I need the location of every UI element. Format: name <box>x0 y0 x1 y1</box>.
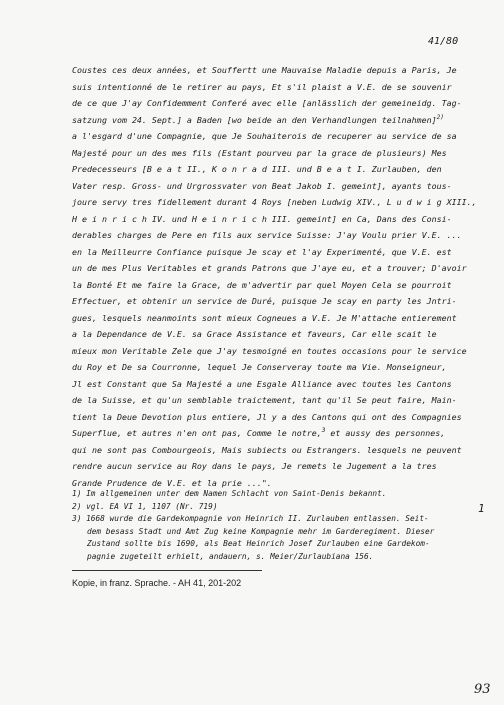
body-line: Predecesseurs [B e a t II., K o n r a d III. und B e a t I. Zurlauben, den <box>72 164 442 174</box>
body-line: Effectuer, et obtenir un service de Duré, puisque Je scay en party les Jntri- <box>72 296 457 306</box>
body-line-text: satzung vom 24. Sept.] a Baden [wo beide an den Verhandlungen teilnahmen] <box>72 114 437 125</box>
body-line: Grande Prudence de V.E. et la prie ...". <box>72 477 272 488</box>
body-line: en la Meilleurre Confiance puisque Je scay et l'ay Experimenté, que V.E. est <box>72 246 452 257</box>
body-line: tient la Deue Devotion plus entiere, Jl y a des Cantons qui ont des Compagnies <box>72 411 462 422</box>
footnote-3: 3) 1668 wurde die Gardekompagnie von Heinrich II. Zurlauben entlassen. Seit- <box>72 514 429 523</box>
body-line <box>72 112 488 129</box>
body-line: a la Dependance de V.E. sa Grace Assistance et faveurs, Car elle scait le <box>72 329 437 339</box>
source-note: Kopie, in franz. Sprache. - AH 41, 201-202 <box>72 578 242 588</box>
divider-line <box>72 570 262 571</box>
body-line-text: Superflue, et autres n'en ont pas, Comme le notre, <box>72 428 322 438</box>
body-line: du Roy et De sa Courronne, lequel Je Conserveray toute ma Vie. Monseigneur, <box>72 362 447 372</box>
body-line-text: et aussy des personnes, <box>325 428 446 438</box>
footnotes <box>72 488 472 563</box>
body-line: un de mes Plus Veritables et grands Patrons que J'aye eu, et a trouver; D'avoir <box>72 263 467 273</box>
letter-body <box>72 62 488 491</box>
page-number: 41/80 <box>428 36 459 47</box>
body-line: a l'esgard d'une Compagnie, que Je Souhaiterois de recuperer au service de sa <box>72 131 457 141</box>
footnote-1: 1) Im allgemeinen unter dem Namen Schlacht von Saint-Denis bekannt. <box>72 489 387 498</box>
body-line: de ce que J'ay Confidemment Conferé avec elle [anlässlich der gemeineidg. Tag- <box>72 98 462 108</box>
margin-mark: 1 <box>478 502 485 515</box>
body-line: Coustes ces deux années, et Souffertt une Mauvaise Maladie depuis a Paris, Je <box>72 65 457 75</box>
footnote-ref-2: 2) <box>436 113 444 121</box>
body-line: suis intentionné de le retirer au pays, Et s'il plaist a V.E. de se souvenir <box>72 81 452 92</box>
body-line: Majesté pour un des mes fils (Estant pourveu par la grace de plusieurs) Mes <box>72 147 447 158</box>
footnote-2: 2) vgl. EA VI 1, 1107 (Nr. 719) <box>72 501 218 511</box>
body-line: qui ne sont pas Combourgeois, Mais subiects ou Estrangers. lesquels ne peuvent <box>72 444 462 455</box>
body-line: mieux mon Veritable Zele que J'ay tesmoigné en toutes occasions pour le service <box>72 345 467 356</box>
footnote-3-continued: Zustand sollte bis 1690, als Beat Heinrich Josef Zurlauben eine Gardekom- <box>87 539 430 548</box>
footnote-3-continued: pagnie zugeteilt erhielt, andauern, s. Meier/Zurlaubiana 156. <box>87 551 374 561</box>
body-line: rendre aucun service au Roy dans le pays, Je remets le Jugement a la tres <box>72 461 437 471</box>
body-line: H e i n r i c h IV. und H e i n r i c h III. gemeint] en Ca, Dans des Consi- <box>72 213 452 224</box>
body-line <box>72 425 488 442</box>
body-line: joure servy tres fidellement durant 4 Roys [neben Ludwig XIV., L u d w i g XIII., <box>72 197 477 207</box>
footnote-3-continued: dem besass Stadt und Amt Zug keine Kompagnie mehr im Garderegiment. Dieser <box>87 526 435 536</box>
body-line: de la Suisse, et qu'un semblable traictement, tant qu'il Se peut faire, Main- <box>72 395 457 405</box>
body-line: gues, lesquels neanmoints sont mieux Cogneues a V.E. Je M'attache entierement <box>72 312 457 323</box>
body-line: Jl est Constant que Sa Majesté a une Esgale Alliance avec toutes les Cantons <box>72 378 452 389</box>
body-line: Vater resp. Gross- und Urgrossvater von Beat Jakob I. gemeint], ayants tous- <box>72 180 452 191</box>
body-line: la Bonté Et me faire la Grace, de m'advertir par quel Moyen Cela se pourroit <box>72 279 452 290</box>
footnote-ref-3: 3 <box>321 427 326 435</box>
handwritten-page-number: 93 <box>474 682 491 697</box>
body-line: derables charges de Pere en fils aux service Suisse: J'ay Voulu prier V.E. ... <box>72 230 462 240</box>
